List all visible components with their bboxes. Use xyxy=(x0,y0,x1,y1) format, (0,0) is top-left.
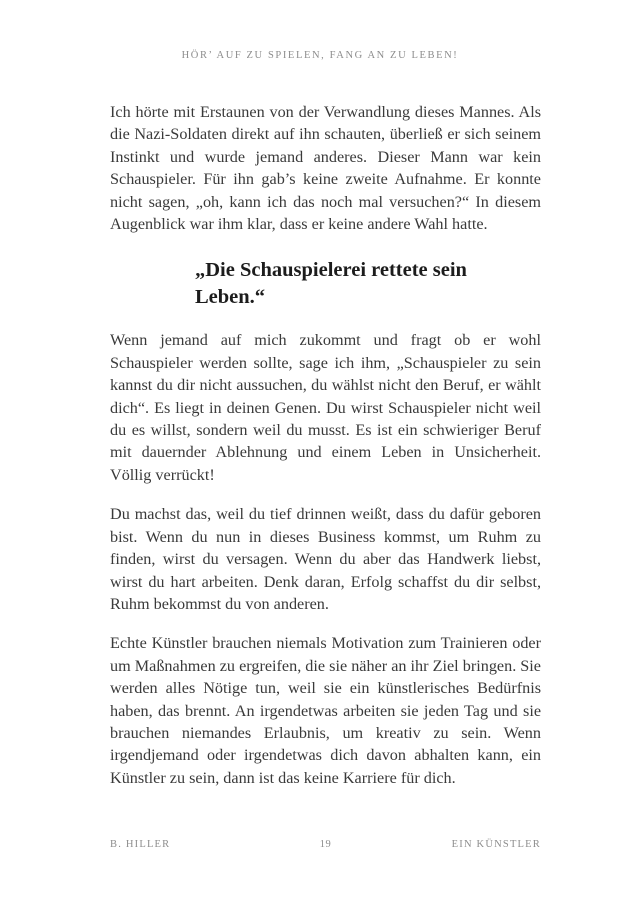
running-header: HÖR’ AUF ZU SPIELEN, FANG AN ZU LEBEN! xyxy=(181,50,459,61)
footer-author: B. HILLER xyxy=(110,839,171,850)
paragraph: Wenn jemand auf mich zukommt und fragt ob er wohl Schauspieler werden sollte, sage ich ihm, „Schauspieler zu sein kannst du dir nicht aussuchen, du wählst nicht den Beruf, er wählt dich“. Es liegt in deinen Genen. Du wirst Schauspieler nicht weil du es willst, sondern weil du musst. Es ist ein schwieriger Beruf mit dauernder Ablehnung und einem Leben in Unsicherheit. Völlig verrückt! xyxy=(110,331,541,484)
page-body xyxy=(110,101,541,806)
paragraph: Echte Künstler brauchen niemals Motivation zum Trainieren oder um Maßnahmen zu ergreifen, die sie näher an ihr Ziel bringen. Sie werden alles Nötige tun, weil sie ein künstlerisches Bedürfnis haben, das brennt. An irgendetwas arbeiten sie jeden Tag und sie brauchen niemandes Erlaubnis, um kreativ zu sein. Wenn irgendjemand oder irgendetwas dich davon abhalten kann, ein Künstler zu sein, dann ist das keine Karriere für dich. xyxy=(110,634,541,787)
footer-page-number: 19 xyxy=(319,839,332,850)
paragraph: Ich hörte mit Erstaunen von der Verwandlung dieses Mannes. Als die Nazi-Soldaten direkt auf ihn schauten, überließ er sich seinem Instinkt und wurde jemand anderes. Dieser Mann war kein Schauspieler. Für ihn gab’s keine zweite Aufnahme. Er konnte nicht sagen, „oh, kann ich das noch mal versuchen?“ In diesem Augenblick war ihm klar, dass er keine andere Wahl hatte. xyxy=(110,103,541,234)
paragraph: Du machst das, weil du tief drinnen weißt, dass du dafür geboren bist. Wenn du nun in dieses Business kommst, um Ruhm zu finden, wirst du versagen. Wenn du aber das Handwerk liebst, wirst du hart arbeiten. Denk daran, Erfolg schaffst du dir selbst, Ruhm bekommst du von anderen. xyxy=(110,505,541,613)
pull-quote: „Die Schauspielerei rettete sein Leben.“ xyxy=(195,259,467,308)
footer-chapter: EIN KÜNSTLER xyxy=(451,839,541,850)
